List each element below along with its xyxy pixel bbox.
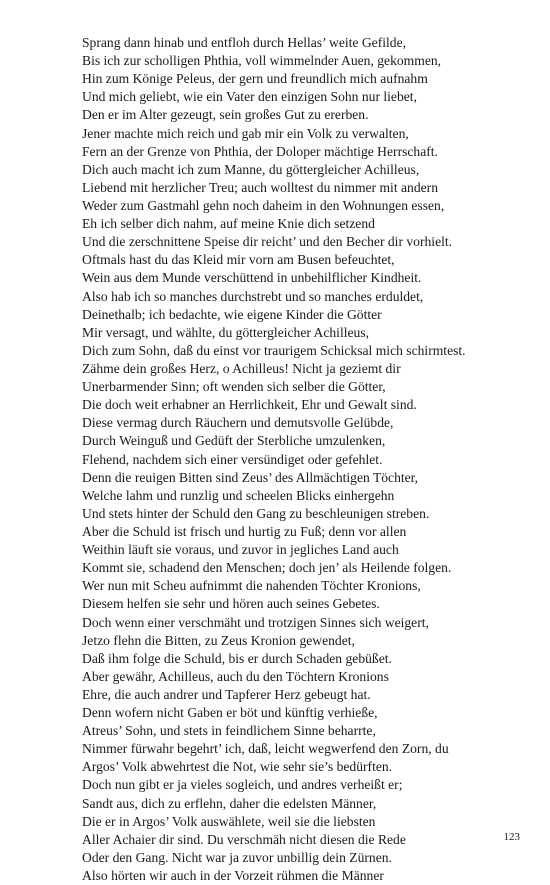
verse-line: Flehend, nachdem sich einer versündiget oder gefehlet. [82,451,383,467]
verse-line: Denn wofern nicht Gaben er böt und künftig verhieße, [82,705,378,721]
verse-line: Also hörten wir auch in der Vorzeit rühmen die Männer [82,868,384,884]
verse-text-block [82,34,522,885]
verse-line: Dich auch macht ich zum Manne, du göttergleicher Achilleus, [82,161,420,177]
verse-line: Oder den Gang. Nicht war ja zuvor unbillig dein Zürnen. [82,849,392,865]
verse-line: Fern an der Grenze von Phthia, der Doloper mächtige Herrschaft. [82,143,438,159]
verse-line: Eh ich selber dich nahm, auf meine Knie dich setzend [82,216,375,232]
verse-line: Hin zum Könige Peleus, der gern und freundlich mich aufnahm [82,71,428,87]
verse-line: Nimmer fürwahr begehrt’ ich, daß, leicht wegwerfend den Zorn, du [82,741,449,757]
verse-line: Und mich geliebt, wie ein Vater den einzigen Sohn nur liebet, [82,89,417,105]
verse-line: Welche lahm und runzlig und scheelen Blicks einhergehn [82,487,395,503]
verse-line: Aber die Schuld ist frisch und hurtig zu Fuß; denn vor allen [82,523,407,539]
verse-line: Kommt sie, schadend den Menschen; doch jen’ als Heilende folgen. [82,560,452,576]
verse-line: Dich zum Sohn, daß du einst vor traurigem Schicksal mich schirmtest. [82,342,466,358]
verse-line: Denn die reuigen Bitten sind Zeus’ des Allmächtigen Töchter, [82,469,419,485]
verse-line: Also hab ich so manches durchstrebt und so manches erduldet, [82,288,424,304]
verse-line: Durch Weinguß und Gedüft der Sterbliche umzulenken, [82,433,386,449]
verse-line: Atreus’ Sohn, und stets in feindlichem Sinne beharrte, [82,723,376,739]
verse-line: Deinethalb; ich bedachte, wie eigene Kinder die Götter [82,306,382,322]
verse-line: Daß ihm folge die Schuld, bis er durch Schaden gebüßet. [82,650,392,666]
verse-line: Doch nun gibt er ja vieles sogleich, und andres verheißt er; [82,777,403,793]
verse-line: Die doch weit erhabner an Herrlichkeit, Ehr und Gewalt sind. [82,397,417,413]
verse-line: Diese vermag durch Räuchern und demutsvolle Gelübde, [82,415,394,431]
verse-line: Unerbarmender Sinn; oft wenden sich selber die Götter, [82,379,386,395]
verse-line: Wein aus dem Munde verschüttend in unbehilflicher Kindheit. [82,270,422,286]
verse-line: Sprang dann hinab und entfloh durch Hellas’ weite Gefilde, [82,35,407,50]
verse-line: Den er im Alter gezeugt, sein großes Gut zu ererben. [82,107,369,123]
verse-line: Wer nun mit Scheu aufnimmt die nahenden Töchter Kronions, [82,578,421,594]
verse-line: Bis ich zur scholligen Phthia, voll wimmelnder Auen, gekommen, [82,53,442,69]
page-number: 123 [503,831,520,843]
verse-line: Jetzo flehn die Bitten, zu Zeus Kronion gewendet, [82,632,355,648]
verse-line: Und stets hinter der Schuld den Gang zu beschleunigen streben. [82,505,430,521]
verse-line: Aller Achaier dir sind. Du verschmäh nicht diesen die Rede [82,831,406,847]
verse-line: Die er in Argos’ Volk auswählete, weil sie die liebsten [82,813,376,829]
verse-line: Aber gewähr, Achilleus, auch du den Töchtern Kronions [82,668,389,684]
verse-line: Argos’ Volk abwehrtest die Not, wie sehr sie’s bedürften. [82,759,393,775]
verse-line: Liebend mit herzlicher Treu; auch wolltest du nimmer mit andern [82,179,438,195]
verse-line: Sandt aus, dich zu erflehn, daher die edelsten Männer, [82,795,377,811]
verse-line: Und die zerschnittene Speise dir reicht’ und den Becher dir vorhielt. [82,234,453,250]
verse-line: Weder zum Gastmahl gehn noch daheim in den Wohnungen essen, [82,197,445,213]
verse-line: Doch wenn einer verschmäht und trotzigen Sinnes sich weigert, [82,614,429,630]
verse-line: Oftmals hast du das Kleid mir vorn am Busen befeuchtet, [82,252,395,268]
verse-line: Weithin läuft sie voraus, und zuvor in jegliches Land auch [82,542,399,558]
verse-line: Diesem helfen sie sehr und hören auch seines Gebetes. [82,596,380,612]
verse-line: Mir versagt, und wählte, du göttergleicher Achilleus, [82,324,370,340]
verse-line: Ehre, die auch andrer und Tapferer Herz gebeugt hat. [82,686,371,702]
verse-line: Jener machte mich reich und gab mir ein Volk zu verwalten, [82,125,409,141]
verse-line: Zähme dein großes Herz, o Achilleus! Nicht ja geziemt dir [82,360,401,376]
